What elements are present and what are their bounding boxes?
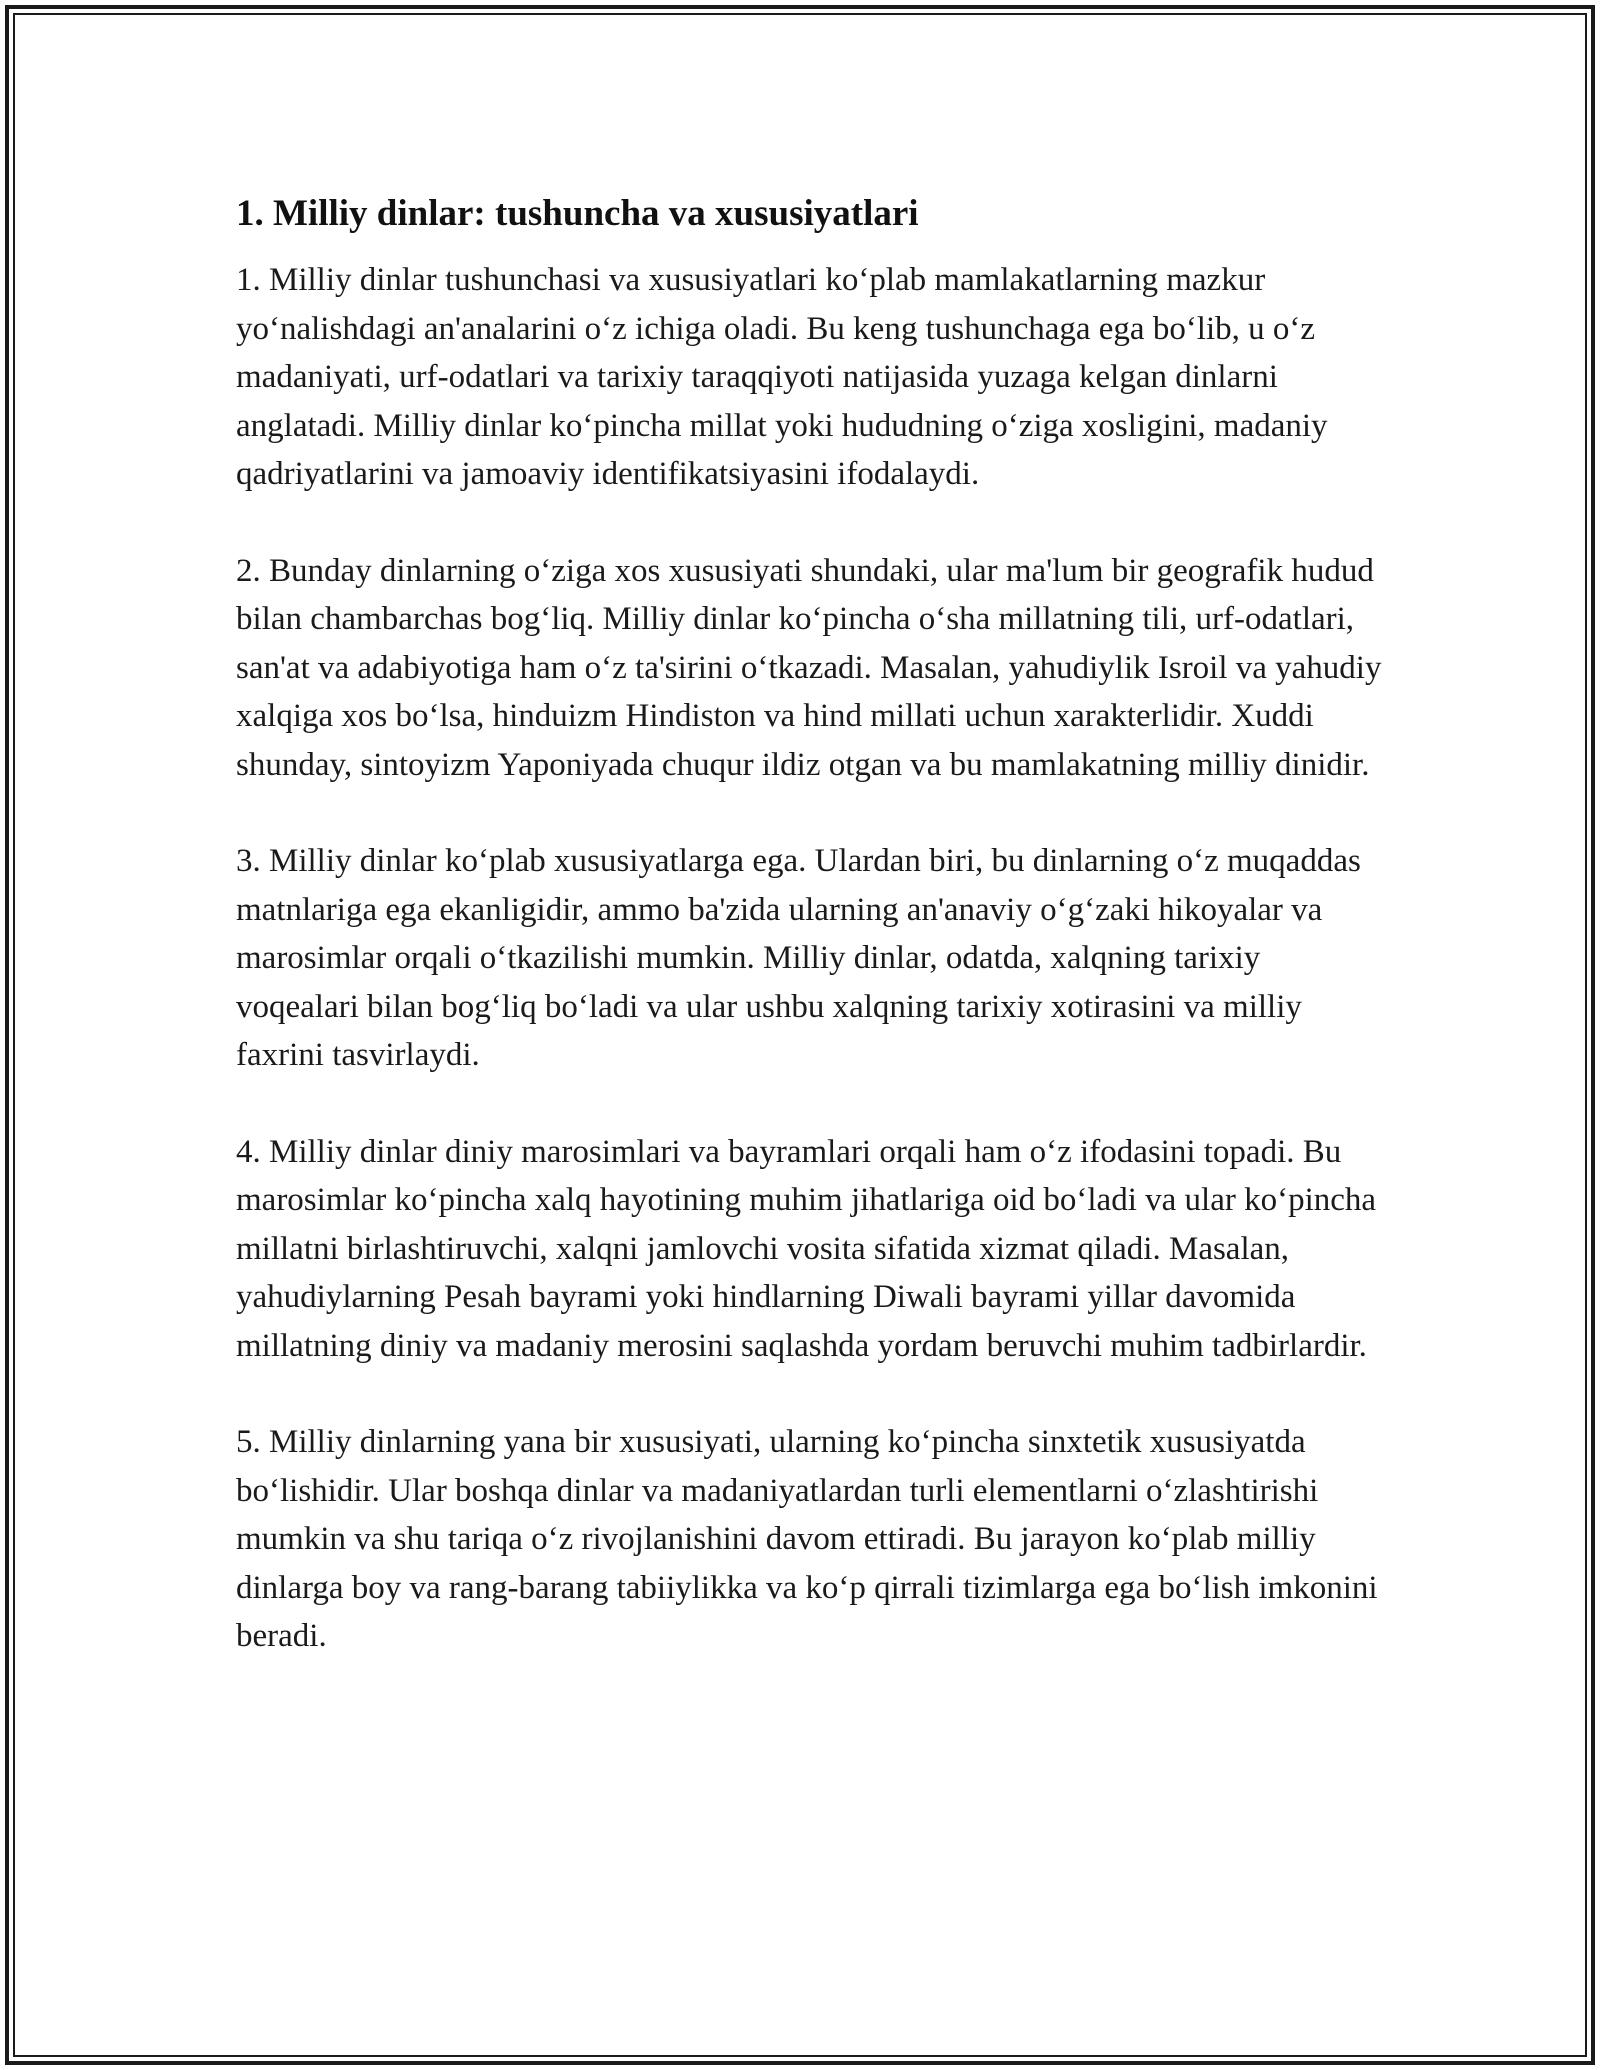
document-title: 1. Milliy dinlar: tushuncha va xususiyatlari	[236, 193, 919, 234]
paragraph-3: 3. Milliy dinlar ko‘plab xususiyatlarga ega. Ulardan biri, bu dinlarning o‘z muqaddas matnlariga ega ekanligidir, ammo ba'zida ularning an'anaviy o‘g‘zaki hikoyalar va marosimlar orqali o‘tkazilishi mumkin. Milliy dinlar, odatda, xalqning tarixiy voqealari bilan bog‘liq bo‘ladi va ular ushbu xalqning tarixiy xotirasini va milliy faxrini tasvirlaydi.	[236, 843, 1361, 1073]
paragraph-4: 4. Milliy dinlar diniy marosimlari va bayramlari orqali ham o‘z ifodasini topadi. Bu marosimlar ko‘pincha xalq hayotining muhim jihatlariga oid bo‘ladi va ular ko‘pincha millatni birlashtiruvchi, xalqni jamlovchi vosita sifatida xizmat qiladi. Masalan, yahudiylarning Pesah bayrami yoki hindlarning Diwali bayrami yillar davomida millatning diniy va madaniy merosini saqlashda yordam beruvchi muhim tadbirlardir.	[236, 1133, 1377, 1364]
paragraph-2: 2. Bunday dinlarning o‘ziga xos xususiyati shundaki, ular ma'lum bir geografik hudud bilan chambarchas bog‘liq. Milliy dinlar ko‘pincha o‘sha millatning tili, urf-odatlari, san'at va adabiyotiga ham o‘z ta'sirini o‘tkazadi. Masalan, yahudiylik Isroil va yahudiy xalqiga xos bo‘lsa, hinduizm Hindiston va hind millati uchun xarakterlidir. Xuddi shunday, sintoyizm Yaponiyada chuqur ildiz otgan va bu mamlakatning milliy dinidir.	[236, 552, 1382, 783]
document-body	[236, 186, 1386, 1709]
paragraph-1: 1. Milliy dinlar tushunchasi va xususiyatlari ko‘plab mamlakatlarning mazkur yo‘nalishdagi an'analarini o‘z ichiga oladi. Bu keng tushunchaga ega bo‘lib, u o‘z madaniyati, urf-odatlari va tarixiy taraqqiyoti natijasida yuzaga kelgan dinlarni anglatadi. Milliy dinlar ko‘pincha millat yoki hududning o‘ziga xosligini, madaniy qadriyatlarini va jamoaviy identifikatsiyasini ifodalaydi.	[236, 262, 1328, 492]
paragraph-5: 5. Milliy dinlarning yana bir xususiyati, ularning ko‘pincha sinxtetik xususiyatda bo‘lishidir. Ular boshqa dinlar va madaniyatlardan turli elementlarni o‘zlashtirishi mumkin va shu tariqa o‘z rivojlanishini davom ettiradi. Bu jarayon ko‘plab milliy dinlarga boy va rang-barang tabiiylikka va ko‘p qirrali tizimlarga ega bo‘lish imkonini beradi.	[236, 1424, 1378, 1654]
